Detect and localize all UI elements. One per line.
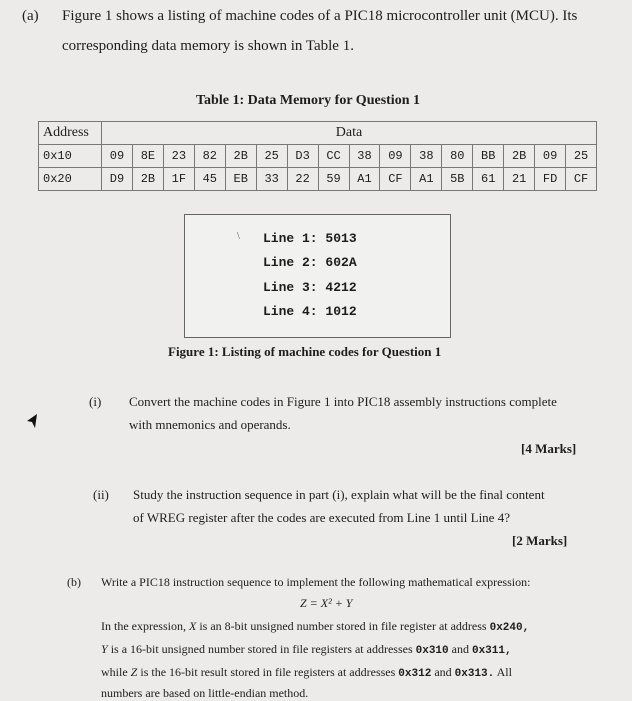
pen-mark-icon: \ (237, 231, 240, 242)
data-cell: 2B (504, 145, 535, 168)
part-a-intro-line1: Figure 1 shows a listing of machine codes of a PIC18 microcontroller unit (MCU). Its (62, 8, 578, 24)
data-cell: 38 (349, 145, 380, 168)
data-cell: BB (473, 145, 504, 168)
data-cell: 82 (194, 145, 225, 168)
q-i-line2: with mnemonics and operands. (129, 417, 291, 432)
row-address: 0x20 (39, 168, 102, 191)
q-ii-line2: of WREG register after the codes are executed from Line 1 until Line 4? (133, 510, 510, 525)
data-cell: D9 (102, 168, 133, 191)
data-cell: EB (225, 168, 256, 191)
row-address: 0x10 (39, 145, 102, 168)
q-ii-line1: Study the instruction sequence in part (i), explain what will be the final content (133, 487, 545, 502)
data-cell: CC (318, 145, 349, 168)
code-line-1: Line 1: 5013 (263, 231, 357, 246)
q-i-line1: Convert the machine codes in Figure 1 into PIC18 assembly instructions complete (129, 394, 557, 409)
data-cell: CF (566, 168, 597, 191)
data-cell: A1 (411, 168, 442, 191)
q-i-marks: [4 Marks] (521, 441, 577, 456)
data-cell: 09 (102, 145, 133, 168)
data-cell: 2B (132, 168, 163, 191)
data-cell: 61 (473, 168, 504, 191)
data-cell: 33 (256, 168, 287, 191)
data-cell: 80 (442, 145, 473, 168)
data-cell: 38 (411, 145, 442, 168)
table-row (39, 168, 597, 191)
data-cell: D3 (287, 145, 318, 168)
data-cell: FD (535, 168, 566, 191)
data-cell: 1F (163, 168, 194, 191)
part-b-body-line3: while Z is the 16-bit result stored in file registers at addresses 0x312 and 0x313. All (101, 665, 512, 680)
address-header: Address (39, 122, 102, 145)
part-b-body-line1: In the expression, X is an 8-bit unsigned number stored in file register at address 0x240, (101, 619, 530, 634)
data-memory-table (38, 121, 597, 191)
data-cell: 5B (442, 168, 473, 191)
data-cell: 8E (132, 145, 163, 168)
data-cell: 2B (225, 145, 256, 168)
part-b-line1: Write a PIC18 instruction sequence to implement the following mathematical expression: (101, 575, 531, 589)
data-cell: A1 (349, 168, 380, 191)
part-b-label: (b) (67, 575, 81, 589)
table-header-row (39, 122, 597, 145)
q-i-label: (i) (89, 394, 102, 409)
part-b-body-line2: Y is a 16-bit unsigned number stored in file registers at addresses 0x310 and 0x311, (101, 642, 512, 657)
data-cell: 23 (163, 145, 194, 168)
data-cell: 25 (566, 145, 597, 168)
data-cell: 21 (504, 168, 535, 191)
part-a-label: (a) (22, 8, 39, 24)
data-cell: 09 (535, 145, 566, 168)
code-line-3: Line 3: 4212 (263, 280, 357, 295)
part-b-body-line4: numbers are based on little-endian method. (101, 686, 309, 700)
figure-caption: Figure 1: Listing of machine codes for Question 1 (168, 344, 442, 359)
data-cell: 25 (256, 145, 287, 168)
equation: Z = X² + Y (300, 596, 353, 610)
data-cell: 59 (318, 168, 349, 191)
table-title: Table 1: Data Memory for Question 1 (196, 93, 420, 108)
data-cell: CF (380, 168, 411, 191)
part-a-intro-line2: corresponding data memory is shown in Table 1. (62, 38, 354, 54)
code-line-4: Line 4: 1012 (263, 304, 357, 319)
table-row (39, 145, 597, 168)
data-cell: 09 (380, 145, 411, 168)
code-line-2: Line 2: 602A (263, 255, 357, 270)
mouse-cursor-icon (25, 412, 39, 430)
q-ii-label: (ii) (93, 487, 109, 502)
q-ii-marks: [2 Marks] (512, 533, 568, 548)
data-header: Data (102, 122, 597, 145)
data-cell: 45 (194, 168, 225, 191)
data-cell: 22 (287, 168, 318, 191)
